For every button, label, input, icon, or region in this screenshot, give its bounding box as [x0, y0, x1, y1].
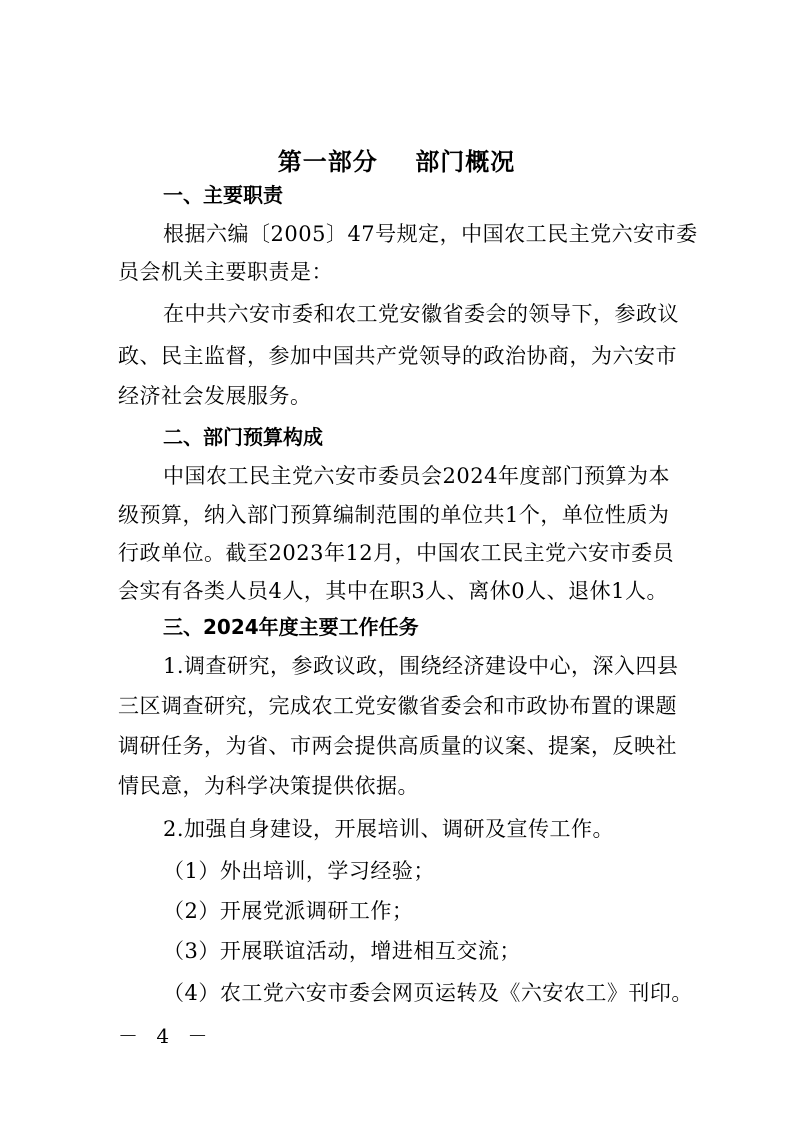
paragraph-line: 三区调查研究，完成农工党安徽省委会和市政协布置的课题 — [118, 694, 677, 718]
paragraph-line: 调研任务，为省、市两会提供高质量的议案、提案，反映社 — [118, 734, 677, 758]
paragraph-line: 行政单位。截至2023年12月，中国农工民主党六安市委员 — [118, 541, 675, 565]
paragraph-line: 在中共六安市委和农工党安徽省委会的领导下，参政议 — [163, 302, 679, 326]
section-heading-duties: 一、主要职责 — [163, 183, 283, 207]
paragraph-line: 级预算，纳入部门预算编制范围的单位共1个，单位性质为 — [118, 503, 670, 527]
list-item: （4）农工党六安市委会网页运转及《六安农工》刊印。 — [163, 981, 693, 1005]
list-item: （2）开展党派调研工作； — [163, 899, 414, 923]
paragraph-line: 情民意，为科学决策提供依据。 — [118, 774, 419, 798]
paragraph-line: 经济社会发展服务。 — [118, 384, 312, 408]
page-number: － 4 － — [118, 1024, 214, 1048]
section-heading-tasks: 三、2024年度主要工作任务 — [163, 615, 419, 639]
paragraph-line: 1.调查研究，参政议政，围绕经济建设中心，深入四县 — [163, 654, 679, 678]
paragraph-line: 会实有各类人员4人，其中在职3人、离休0人、退休1人。 — [118, 579, 668, 603]
paragraph-line: 员会机关主要职责是： — [118, 260, 333, 284]
paragraph-line: 政、民主监督，参加中国共产党领导的政治协商，为六安市 — [118, 344, 677, 368]
section-heading-budget: 二、部门预算构成 — [163, 425, 323, 449]
list-item: （1）外出培训，学习经验； — [163, 859, 435, 883]
paragraph-line: 2.加强自身建设，开展培训、调研及宣传工作。 — [163, 817, 615, 841]
paragraph-line: 中国农工民主党六安市委员会2024年度部门预算为本 — [163, 464, 670, 488]
list-item: （3）开展联谊活动，增进相互交流； — [163, 939, 521, 963]
paragraph-line: 根据六编〔2005〕47号规定，中国农工民主党六安市委 — [163, 222, 698, 246]
page-title: 第一部分 部门概况 — [277, 148, 516, 176]
